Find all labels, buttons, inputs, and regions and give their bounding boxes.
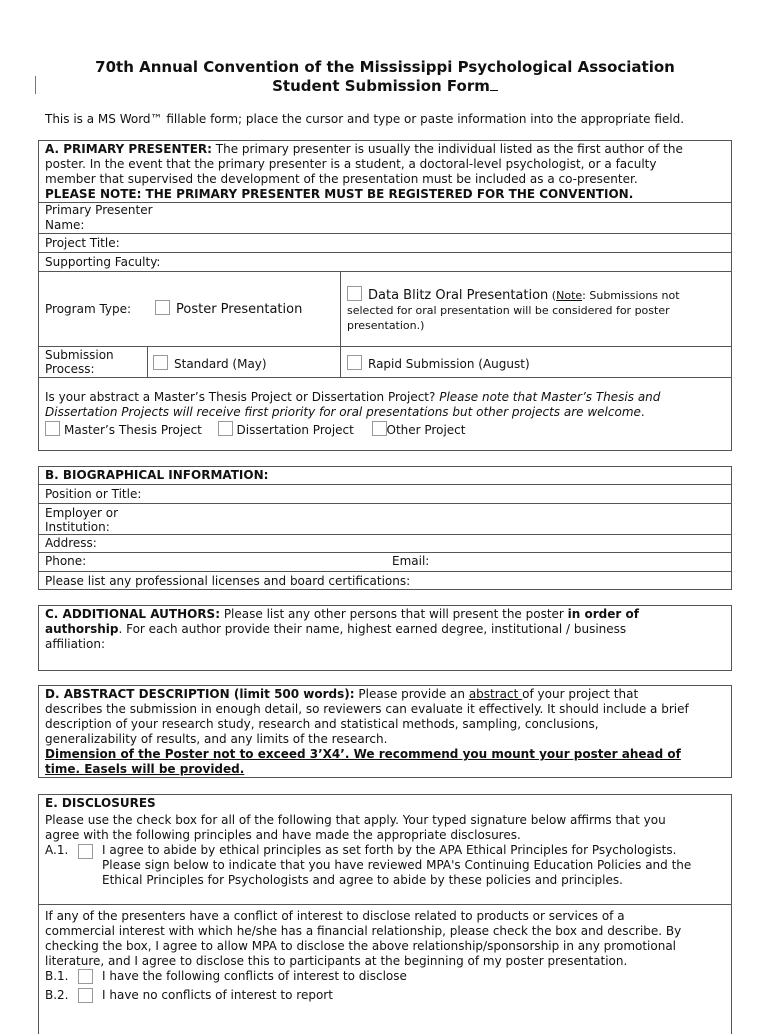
section-biographical [38,466,732,590]
section-abstract[interactable] [38,685,732,778]
program-type-label: Program Type: [45,302,132,316]
section-e-principles [39,795,731,905]
masters-checkbox[interactable] [45,421,60,436]
section-d-heading: D. ABSTRACT DESCRIPTION (limit 500 words): [45,687,355,701]
masters-option[interactable]: Master’s Thesis Project [45,423,202,437]
data-blitz-note-2: selected for oral presentation will be considered for poster [347,304,670,317]
section-disclosures [38,794,732,1034]
b1-checkbox[interactable] [78,969,93,984]
b1-checkbox-wrap[interactable] [78,969,99,985]
b1-item [39,969,731,988]
email-field[interactable]: Email: [392,554,430,568]
section-c-emphasis: in order of [567,607,639,621]
conflict-desc-2: commercial interest with which he/she has a financial relationship, please check the box and describe. By [45,924,682,938]
section-c-emphasis-2: authorship [45,622,119,636]
poster-dimension-note: Dimension of the Poster not to exceed 3’X4’. We recommend you mount your poster ahead of [45,747,681,761]
divider [147,347,148,377]
other-option[interactable]: Other Project [372,423,466,437]
section-c-desc: Please list any other persons that will present the poster [220,607,568,621]
section-e-desc: Please use the check box for all of the following that apply. Your typed signature below affirms that you [45,813,666,827]
section-d-desc: Please provide an [354,687,469,701]
presenter-label-2: Name: [45,218,85,232]
licenses-field[interactable] [39,572,731,591]
data-blitz-option[interactable]: Data Blitz Oral Presentation (Note: Submissions not selected for oral presentation will be considered for poster presentation.) [347,286,727,333]
section-b-heading: B. BIOGRAPHICAL INFORMATION: [45,468,269,482]
poster-option[interactable]: Poster Presentation [155,300,302,317]
form-subtitle: Student Submission Form [0,77,770,96]
submission-process-row [39,347,731,378]
section-d-desc-4: generalizability of results, and any limits of the research. [45,732,388,746]
b2-text: I have no conflicts of interest to report [102,988,333,1002]
section-c-desc-2: . For each author provide their name, highest earned degree, institutional / business [118,622,627,636]
a1-text: I agree to abide by ethical principles as set forth by the APA Ethical Principles for Psychologists. Please sign below to indicate that you have reviewed MPA's Continuing Education Policies and the Ethical Principles for Psychologists and agree to abide by these policies and principles. [102,843,692,887]
section-a-desc-2: poster. In the event that the primary presenter is a student, a doctoral-level psychologist, or a faculty [45,157,657,171]
section-a-desc-3: member that supervised the development of the presentation must be included as a co-presenter. [45,172,638,186]
section-e-conflicts [39,905,731,1035]
submission-label: Submission Process: [45,348,114,376]
abstract-type-row [39,378,731,450]
employer-label-2: Institution: [45,520,110,534]
section-d-desc-b: of your project that [522,687,639,701]
conflict-desc-4: literature, and I agree to disclose this to participants at the beginning of my poster presentation. [45,954,628,968]
data-blitz-checkbox[interactable] [347,286,362,301]
intro-text: This is a MS Word™ fillable form; place the cursor and type or paste information into the appropriate field. [45,112,685,126]
section-a-heading: A. PRIMARY PRESENTER: [45,142,212,156]
section-a-desc: The primary presenter is usually the individual listed as the first author of the [211,142,683,156]
address-label: Address: [45,536,97,550]
dissertation-checkbox[interactable] [218,421,233,436]
section-additional-authors[interactable] [38,605,732,671]
presenter-label: Primary Presenter [45,203,153,217]
primary-presenter-field[interactable] [39,203,731,234]
a1-label: A.1. [45,843,69,857]
dissertation-option[interactable]: Dissertation Project [218,423,354,437]
divider [340,272,341,346]
section-d-desc-2: describes the submission in enough detail, so reviewers can evaluate it effectively. It should include a brief [45,702,689,716]
b1-label: B.1. [45,969,69,983]
section-b-header [39,467,731,485]
conflict-desc-3: checking the box, I agree to allow MPA to disclose the above relationship/sponsorship in any promotional [45,939,677,953]
conflict-desc: If any of the presenters have a conflict of interest to disclose related to products or services of a [45,909,625,923]
poster-checkbox[interactable] [155,300,170,315]
abstract-question: Is your abstract a Master’s Thesis Project or Dissertation Project? [45,390,440,404]
other-checkbox[interactable] [372,421,387,436]
program-type-row [39,272,731,347]
section-primary-presenter [38,140,732,451]
supporting-faculty-field[interactable] [39,253,731,272]
position-field[interactable] [39,485,731,504]
abstract-note-2: Dissertation Projects will receive first priority for oral presentations but other projects are welcome [45,405,641,419]
abstract-link[interactable]: abstract [468,687,523,701]
section-e-desc-2: agree with the following principles and have made the appropriate disclosures. [45,828,521,842]
rapid-option[interactable]: Rapid Submission (August) [347,355,530,371]
position-label: Position or Title: [45,487,142,501]
section-e-heading: E. DISCLOSURES [45,796,156,810]
poster-dimension-note-2: time. Easels will be provided. [45,762,245,776]
a1-checkbox-wrap[interactable] [78,844,99,860]
b2-label: B.2. [45,988,69,1002]
standard-option[interactable]: Standard (May) [153,355,267,371]
phone-email-row [39,553,731,572]
licenses-label: Please list any professional licenses and board certifications: [45,574,411,588]
abstract-note: Please note that Master’s Thesis and [439,390,661,404]
project-title-field[interactable] [39,234,731,253]
faculty-label: Supporting Faculty: [45,255,161,269]
data-blitz-note-3: presentation.) [347,319,425,332]
registration-note: PLEASE NOTE: THE PRIMARY PRESENTER MUST BE REGISTERED FOR THE CONVENTION. [45,187,634,201]
b2-checkbox[interactable] [78,988,93,1003]
a1-item [39,843,731,891]
employer-field[interactable] [39,504,731,535]
section-a-header [39,141,731,203]
b1-text: I have the following conflicts of interest to disclose [102,969,407,983]
section-d-desc-3: description of your research study, research and statistical methods, sampling, conclusions, [45,717,599,731]
employer-label: Employer or [45,506,119,520]
section-c-desc-3: affiliation: [45,637,106,651]
section-c-heading: C. ADDITIONAL AUTHORS: [45,607,220,621]
page-title: 70th Annual Convention of the Mississippi Psychological Association [95,58,675,76]
rapid-checkbox[interactable] [347,355,362,370]
a1-checkbox[interactable] [78,844,93,859]
divider [340,347,341,377]
project-title-label: Project Title: [45,236,120,250]
phone-field[interactable]: Phone: [45,554,87,568]
b2-item [39,988,731,1007]
abstract-note-end: . [640,405,645,419]
standard-checkbox[interactable] [153,355,168,370]
b2-checkbox-wrap[interactable] [78,988,99,1004]
address-field[interactable] [39,535,731,553]
